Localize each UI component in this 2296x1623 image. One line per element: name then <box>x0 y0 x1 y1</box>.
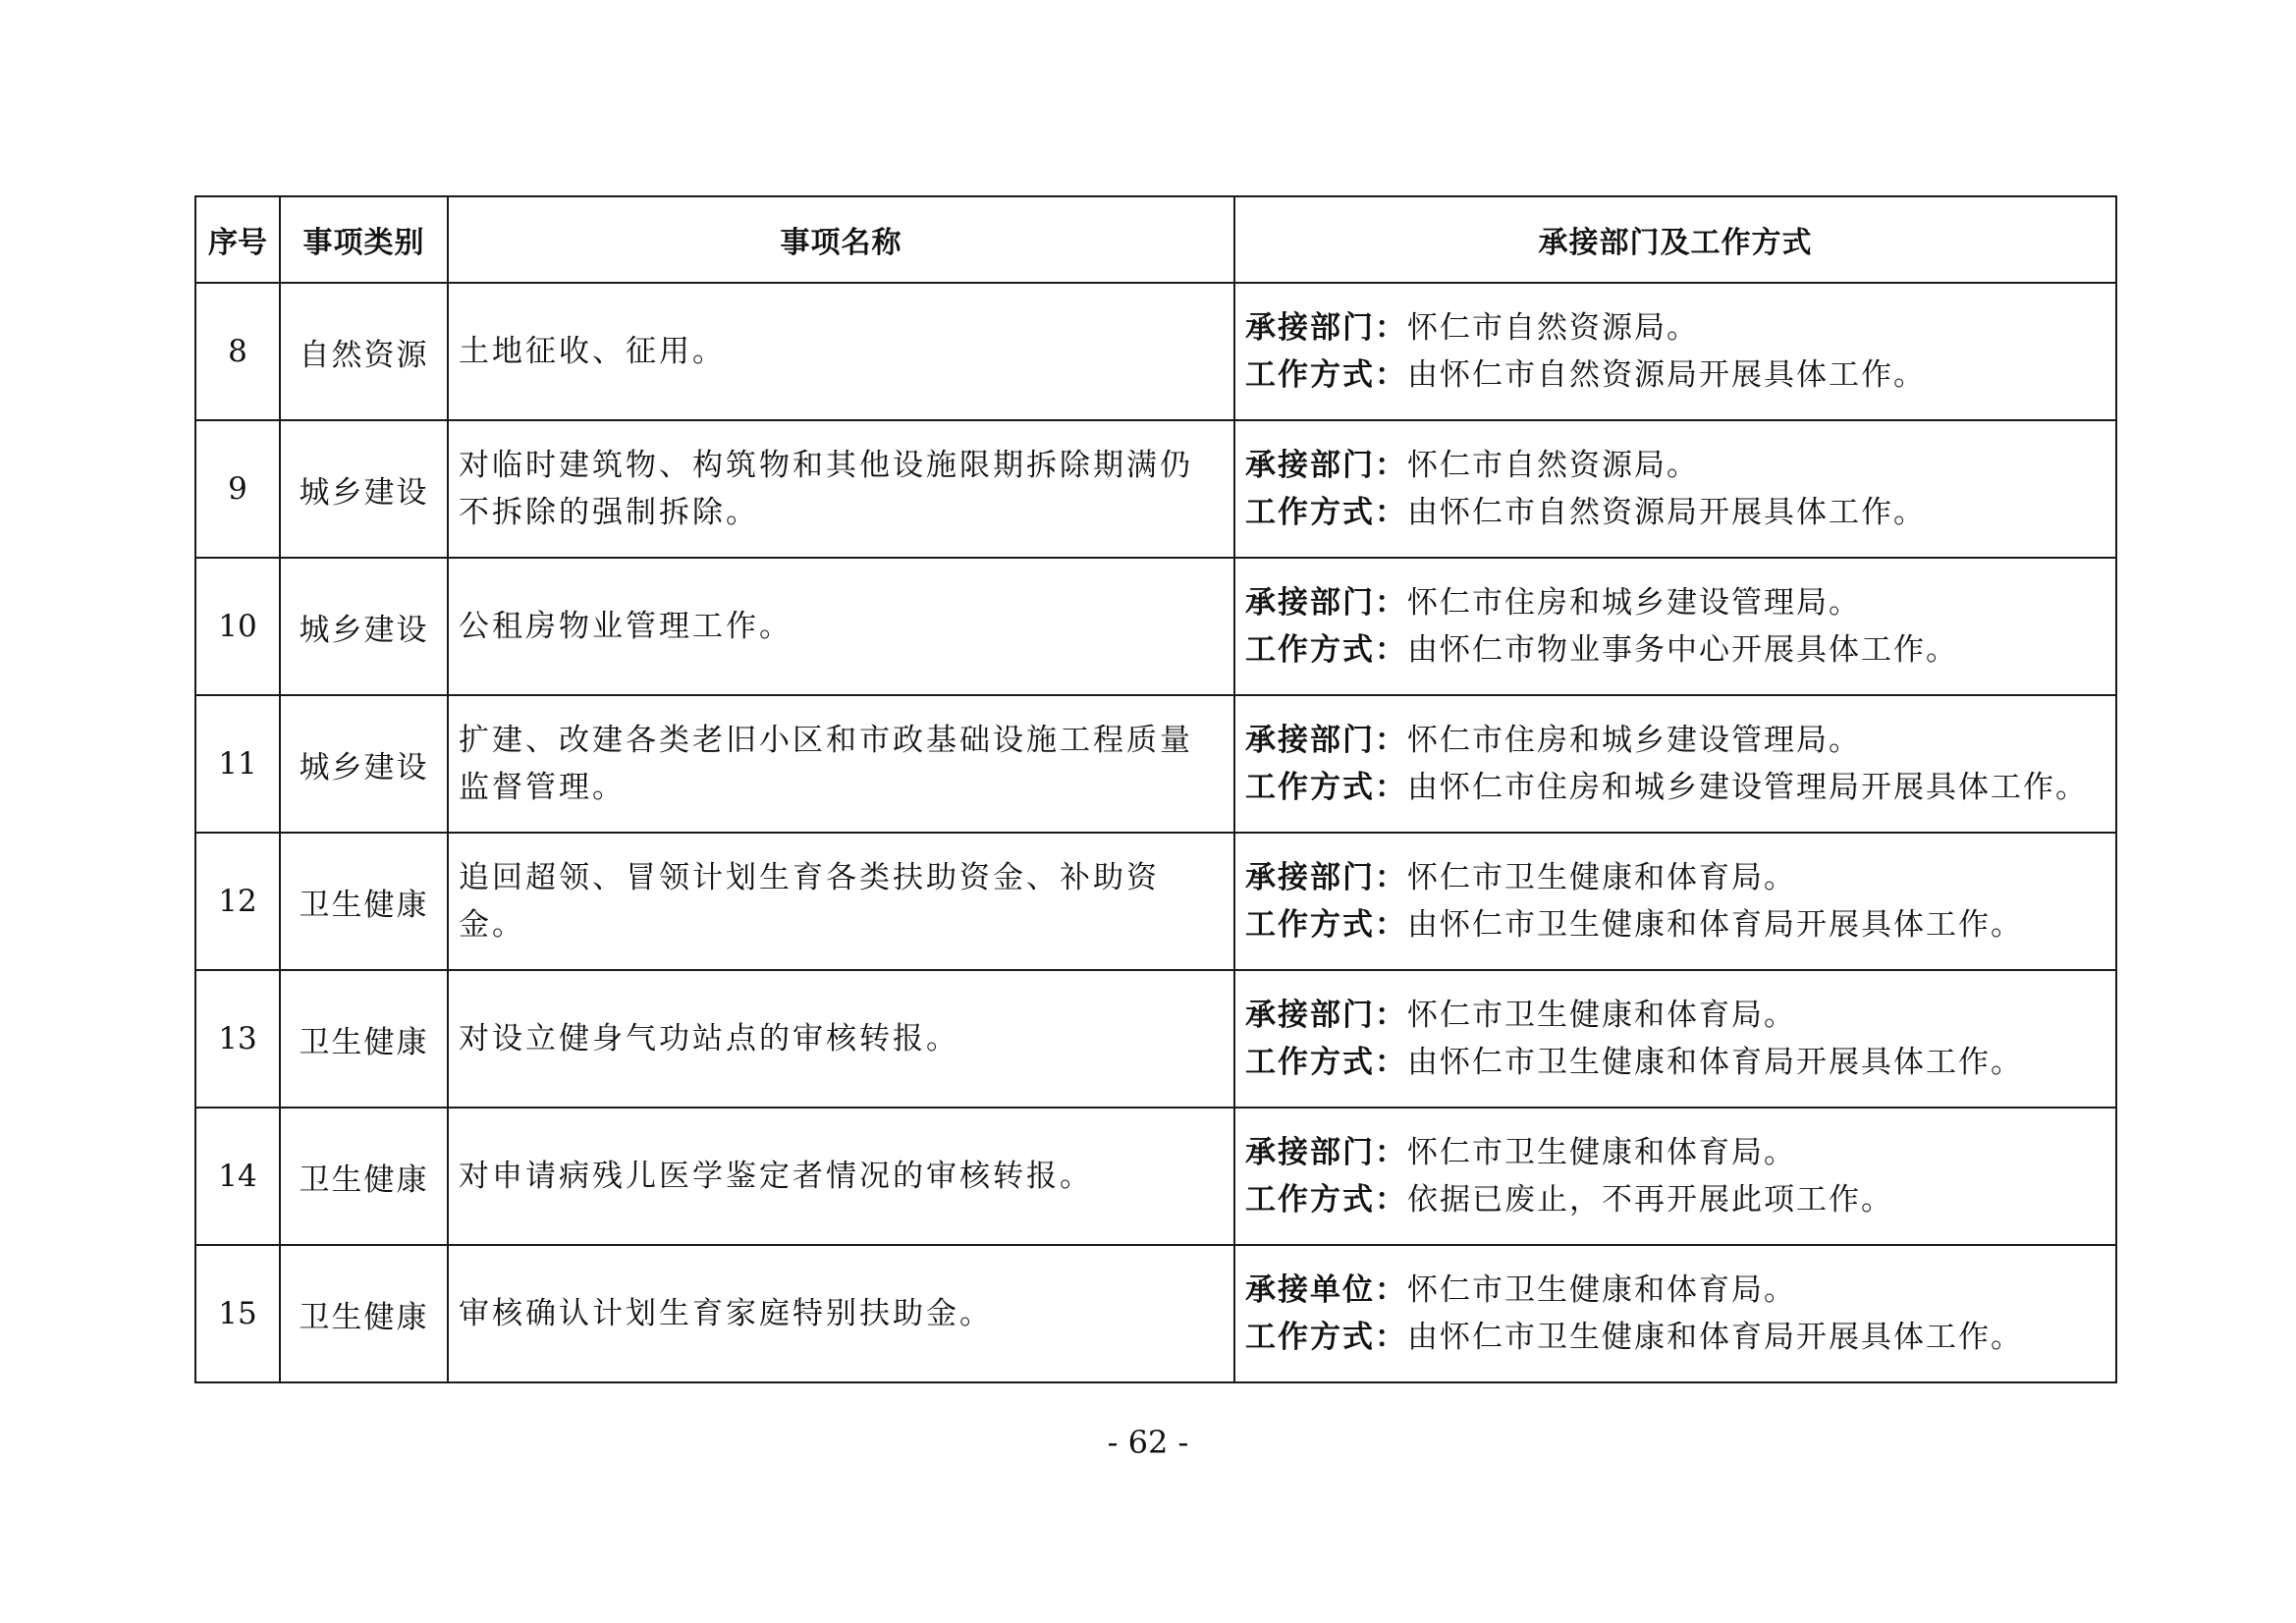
department-value: 怀仁市卫生健康和体育局。 <box>1407 1272 1796 1308</box>
method-label: 工作方式： <box>1245 1182 1407 1217</box>
method-value: 由怀仁市自然资源局开展具体工作。 <box>1407 357 1926 393</box>
department-label: 承接部门： <box>1245 310 1407 346</box>
serial-number-cell: 11 <box>195 695 280 833</box>
category-cell: 城乡建设 <box>280 558 448 695</box>
method-label: 工作方式： <box>1245 632 1407 668</box>
method-line <box>1245 489 2107 536</box>
item-name-cell: 对设立健身气功站点的审核转报。 <box>448 970 1234 1108</box>
method-value: 依据已废止，不再开展此项工作。 <box>1407 1182 1893 1217</box>
department-label: 承接部门： <box>1245 448 1407 483</box>
item-name-cell: 追回超领、冒领计划生育各类扶助资金、补助资金。 <box>448 833 1234 970</box>
serial-number-cell: 8 <box>195 283 280 420</box>
department-cell <box>1234 558 2116 695</box>
page-number: - 62 - <box>1107 1424 1189 1461</box>
serial-number-cell: 15 <box>195 1245 280 1382</box>
method-value: 由怀仁市住房和城乡建设管理局开展具体工作。 <box>1407 770 2088 805</box>
method-value: 由怀仁市物业事务中心开展具体工作。 <box>1407 632 1958 668</box>
method-label: 工作方式： <box>1245 1320 1407 1355</box>
header-department-method: 承接部门及工作方式 <box>1234 196 2116 283</box>
method-line <box>1245 1314 2107 1361</box>
method-label: 工作方式： <box>1245 1045 1407 1080</box>
category-cell: 卫生健康 <box>280 833 448 970</box>
department-value: 怀仁市自然资源局。 <box>1407 310 1699 346</box>
method-line <box>1245 764 2107 811</box>
serial-number-cell: 9 <box>195 420 280 558</box>
department-value: 怀仁市卫生健康和体育局。 <box>1407 1135 1796 1170</box>
table-row <box>195 970 2116 1108</box>
department-line <box>1245 1267 2107 1314</box>
item-name-cell: 扩建、改建各类老旧小区和市政基础设施工程质量监督管理。 <box>448 695 1234 833</box>
category-cell: 卫生健康 <box>280 970 448 1108</box>
department-line <box>1245 854 2107 901</box>
method-value: 由怀仁市自然资源局开展具体工作。 <box>1407 495 1926 530</box>
department-line <box>1245 992 2107 1039</box>
department-cell <box>1234 970 2116 1108</box>
table-header <box>195 196 2116 283</box>
method-label: 工作方式： <box>1245 357 1407 393</box>
method-label: 工作方式： <box>1245 770 1407 805</box>
table-row <box>195 420 2116 558</box>
department-line <box>1245 579 2107 626</box>
department-cell <box>1234 420 2116 558</box>
method-line <box>1245 352 2107 399</box>
department-value: 怀仁市自然资源局。 <box>1407 448 1699 483</box>
method-line <box>1245 1176 2107 1223</box>
method-label: 工作方式： <box>1245 907 1407 943</box>
table-row <box>195 1108 2116 1245</box>
department-value: 怀仁市住房和城乡建设管理局。 <box>1407 585 1861 621</box>
department-cell <box>1234 1245 2116 1382</box>
method-value: 由怀仁市卫生健康和体育局开展具体工作。 <box>1407 907 2023 943</box>
department-label: 承接部门： <box>1245 723 1407 758</box>
category-cell: 卫生健康 <box>280 1108 448 1245</box>
table-body <box>195 283 2116 1382</box>
table-row <box>195 833 2116 970</box>
item-name-cell: 土地征收、征用。 <box>448 283 1234 420</box>
department-cell <box>1234 283 2116 420</box>
header-row <box>195 196 2116 283</box>
category-cell: 卫生健康 <box>280 1245 448 1382</box>
item-name-cell: 对临时建筑物、构筑物和其他设施限期拆除期满仍不拆除的强制拆除。 <box>448 420 1234 558</box>
method-line <box>1245 626 2107 674</box>
table-row <box>195 283 2116 420</box>
department-cell <box>1234 695 2116 833</box>
category-cell: 自然资源 <box>280 283 448 420</box>
header-serial-number: 序号 <box>195 196 280 283</box>
serial-number-cell: 10 <box>195 558 280 695</box>
category-cell: 城乡建设 <box>280 420 448 558</box>
department-value: 怀仁市卫生健康和体育局。 <box>1407 860 1796 895</box>
serial-number-cell: 13 <box>195 970 280 1108</box>
item-name-cell: 对申请病残儿医学鉴定者情况的审核转报。 <box>448 1108 1234 1245</box>
serial-number-cell: 12 <box>195 833 280 970</box>
department-cell <box>1234 1108 2116 1245</box>
department-cell <box>1234 833 2116 970</box>
department-value: 怀仁市住房和城乡建设管理局。 <box>1407 723 1861 758</box>
department-label: 承接单位： <box>1245 1272 1407 1308</box>
department-value: 怀仁市卫生健康和体育局。 <box>1407 998 1796 1033</box>
method-label: 工作方式： <box>1245 495 1407 530</box>
method-line <box>1245 1039 2107 1086</box>
department-label: 承接部门： <box>1245 998 1407 1033</box>
table-row <box>195 695 2116 833</box>
method-value: 由怀仁市卫生健康和体育局开展具体工作。 <box>1407 1045 2023 1080</box>
department-label: 承接部门： <box>1245 585 1407 621</box>
header-item-category: 事项类别 <box>280 196 448 283</box>
department-line <box>1245 717 2107 764</box>
items-table <box>194 195 2117 1383</box>
department-label: 承接部门： <box>1245 1135 1407 1170</box>
department-label: 承接部门： <box>1245 860 1407 895</box>
department-line <box>1245 1129 2107 1176</box>
table-row <box>195 558 2116 695</box>
item-name-cell: 公租房物业管理工作。 <box>448 558 1234 695</box>
department-line <box>1245 442 2107 489</box>
serial-number-cell: 14 <box>195 1108 280 1245</box>
method-value: 由怀仁市卫生健康和体育局开展具体工作。 <box>1407 1320 2023 1355</box>
header-item-name: 事项名称 <box>448 196 1234 283</box>
category-cell: 城乡建设 <box>280 695 448 833</box>
method-line <box>1245 901 2107 948</box>
item-name-cell: 审核确认计划生育家庭特别扶助金。 <box>448 1245 1234 1382</box>
department-line <box>1245 304 2107 352</box>
table-row <box>195 1245 2116 1382</box>
